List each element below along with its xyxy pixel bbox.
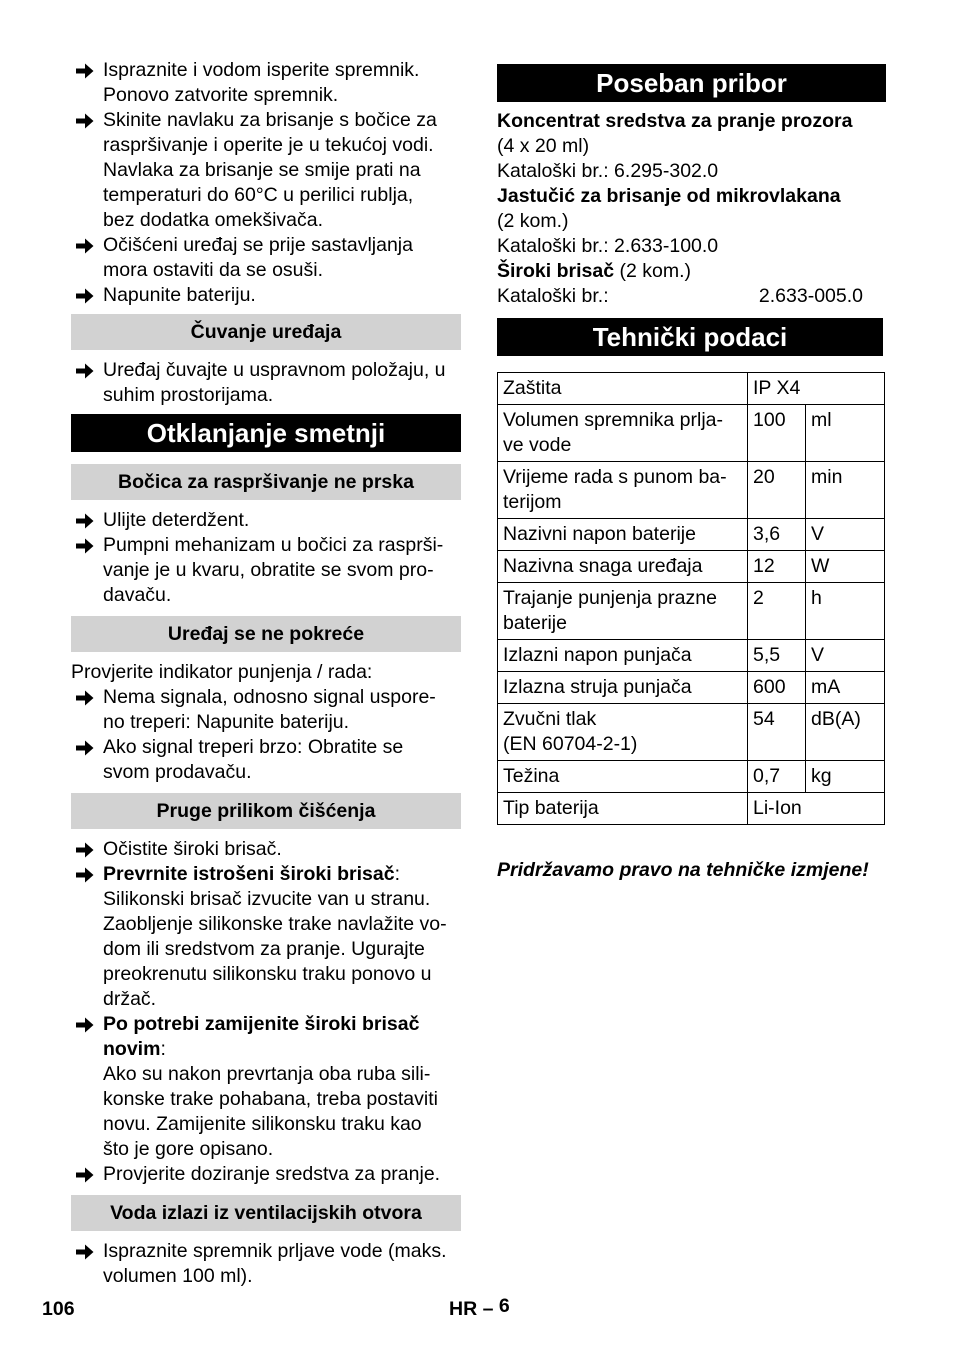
item-line: suhim prostorijama.	[103, 384, 274, 406]
acc3-qty: (2 kom.)	[614, 260, 691, 282]
sub-page: 6	[498, 1295, 510, 1317]
spec-unit: kg	[806, 761, 885, 793]
spray-heading: Bočica za raspršivanje ne prska	[71, 464, 461, 500]
spec-value: 12	[748, 551, 806, 583]
spec-label-cell	[498, 583, 748, 640]
item-bold-line: Po potrebi zamijenite široki brisač	[103, 1013, 420, 1035]
note: Pridržavamo pravo na tehničke izmjene!	[497, 859, 869, 881]
spec-value: 3,6	[748, 519, 806, 551]
spec-label: Zvučni tlak	[503, 708, 597, 730]
item-line: Pumpni mehanizam u bočici za rasprši-	[103, 534, 444, 556]
spec-value: 0,7	[748, 761, 806, 793]
item-line: Napunite bateriju.	[103, 284, 256, 306]
accessories-list	[497, 109, 887, 309]
streaks-heading: Pruge prilikom čišćenja	[71, 793, 461, 829]
item-line: raspršivanje i operite je u tekućoj vodi.	[103, 134, 434, 156]
item-text: :	[160, 1038, 166, 1060]
arrow-right-icon	[76, 533, 96, 558]
page-number: 106	[42, 1298, 75, 1320]
arrow-right-icon	[76, 508, 96, 533]
item-line: novu. Zamijenite silikonsku traku kao	[103, 1113, 422, 1135]
spec-label-cell	[498, 519, 748, 551]
spec-label: (EN 60704-2-1)	[503, 733, 638, 755]
arrow-right-icon	[76, 837, 96, 862]
arrow-right-icon	[76, 58, 96, 83]
item-line: Uređaj čuvajte u uspravnom položaju, u	[103, 359, 446, 381]
spec-unit: min	[806, 462, 885, 519]
vent-list	[71, 1239, 461, 1289]
list-item	[71, 283, 461, 308]
item-line: što je gore opisano.	[103, 1138, 274, 1160]
arrow-right-icon	[76, 862, 96, 887]
list-item	[71, 533, 461, 608]
troubleshooting-heading: Otklanjanje smetnji	[71, 414, 461, 452]
item-lines	[103, 887, 461, 1012]
item-text: Očistite široki brisač.	[103, 838, 282, 860]
spec-unit: ml	[806, 405, 885, 462]
item-line: Ako su nakon prevrtanja oba ruba sili-	[103, 1063, 431, 1085]
dash: –	[482, 1298, 494, 1320]
storage-heading: Čuvanje uređaja	[71, 314, 461, 350]
spec-label: Trajanje punjenja prazne	[503, 587, 717, 609]
spec-unit: h	[806, 583, 885, 640]
item-line: dom ili sredstvom za pranje. Ugurajte	[103, 938, 425, 960]
item-line: Ako signal treperi brzo: Obratite se	[103, 736, 404, 758]
arrow-right-icon	[76, 1012, 96, 1037]
table-row	[498, 761, 885, 793]
item-bold-line: novim	[103, 1038, 161, 1060]
spec-unit: dB(A)	[806, 704, 885, 761]
arrow-right-icon	[76, 685, 96, 710]
vent-heading: Voda izlazi iz ventilacijskih otvora	[71, 1195, 461, 1231]
lang-code: HR	[449, 1298, 478, 1320]
table-row	[498, 704, 885, 761]
acc1-cat: Kataloški br.: 6.295-302.0	[497, 160, 719, 182]
acc2-cat: Kataloški br.: 2.633-100.0	[497, 235, 719, 257]
item-text: :	[394, 863, 400, 885]
arrow-right-icon	[76, 233, 96, 258]
arrow-right-icon	[76, 358, 96, 383]
spec-label: Nazivna snaga uređaja	[503, 555, 703, 577]
intro-list	[71, 58, 461, 308]
list-item	[71, 685, 461, 735]
table-row	[498, 551, 885, 583]
arrow-right-icon	[76, 283, 96, 308]
item-line: volumen 100 ml).	[103, 1265, 253, 1287]
spray-list	[71, 508, 461, 608]
spec-value: 100	[748, 405, 806, 462]
arrow-right-icon	[76, 1239, 96, 1264]
list-item	[71, 862, 461, 1012]
list-item	[71, 358, 461, 408]
start-intro: Provjerite indikator punjenja / rada:	[71, 661, 373, 683]
spec-value: IP X4	[748, 373, 885, 405]
table-row	[498, 672, 885, 704]
table-row	[498, 640, 885, 672]
item-line: Silikonski brisač izvucite van u stranu.	[103, 888, 431, 910]
item-line: Ponovo zatvorite spremnik.	[103, 84, 339, 106]
spec-label-cell	[498, 761, 748, 793]
list-item	[71, 1239, 461, 1289]
arrow-right-icon	[76, 1162, 96, 1187]
list-item	[71, 837, 461, 862]
left-column	[71, 58, 461, 1289]
spec-unit: mA	[806, 672, 885, 704]
spec-value: 600	[748, 672, 806, 704]
spec-value: 54	[748, 704, 806, 761]
item-line: no treperi: Napunite bateriju.	[103, 711, 350, 733]
table-row	[498, 793, 885, 825]
spec-label-cell	[498, 793, 748, 825]
acc1-qty: (4 x 20 ml)	[497, 135, 590, 157]
list-item	[71, 108, 461, 233]
table-row	[498, 405, 885, 462]
item-line: bez dodatka omekšivača.	[103, 209, 324, 231]
spec-label-cell	[498, 373, 748, 405]
item-line: konske trake pohabana, treba postaviti	[103, 1088, 438, 1110]
spec-label: Izlazni napon punjača	[503, 644, 692, 666]
item-line: Skinite navlaku za brisanje s bočice za	[103, 109, 437, 131]
accessories-heading: Poseban pribor	[497, 64, 886, 102]
spec-value: 5,5	[748, 640, 806, 672]
spec-label: Volumen spremnika prlja-	[503, 409, 724, 431]
spec-label: Nazivni napon baterije	[503, 523, 696, 545]
spec-label-cell	[498, 672, 748, 704]
table-row	[498, 583, 885, 640]
spec-label: baterije	[503, 612, 567, 634]
acc3-cat-label: Kataloški br.:	[497, 285, 609, 307]
spec-label: terijom	[503, 491, 562, 513]
item-line: preokrenutu silikonsku traku ponovo u	[103, 963, 432, 985]
spec-unit: V	[806, 640, 885, 672]
start-heading: Uređaj se ne pokreće	[71, 616, 461, 652]
spec-unit: W	[806, 551, 885, 583]
spec-value: Li-Ion	[748, 793, 885, 825]
spec-label: Zaštita	[503, 377, 562, 399]
item-line: Očišćeni uređaj se prije sastavljanja	[103, 234, 413, 256]
item-line: Zaobljenje silikonske trake navlažite vo-	[103, 913, 447, 935]
list-item	[71, 58, 461, 108]
spec-label-cell	[498, 405, 748, 462]
page-label	[449, 1295, 510, 1321]
item-line: Ispraznite i vodom isperite spremnik.	[103, 59, 420, 81]
item-bold-text: Prevrnite istrošeni široki brisač	[103, 863, 395, 885]
item-line: Nema signala, odnosno signal uspore-	[103, 686, 436, 708]
spec-value: 20	[748, 462, 806, 519]
table-row	[498, 462, 885, 519]
streaks-list	[71, 837, 461, 1187]
storage-list	[71, 358, 461, 408]
item-line: držač.	[103, 988, 157, 1010]
start-list	[71, 685, 461, 785]
right-column	[497, 64, 887, 883]
list-item	[71, 508, 461, 533]
item-line: temperaturi do 60°C u perilici rublja,	[103, 184, 414, 206]
spec-table	[497, 372, 885, 825]
list-item	[71, 1012, 461, 1162]
item-line: Navlaka za brisanje se smije prati na	[103, 159, 421, 181]
spec-label: ve vode	[503, 434, 572, 456]
spec-label: Vrijeme rada s punom ba-	[503, 466, 727, 488]
spec-value: 2	[748, 583, 806, 640]
item-line: davaču.	[103, 584, 172, 606]
table-row	[498, 519, 885, 551]
spec-label-cell	[498, 462, 748, 519]
list-item	[71, 735, 461, 785]
item-lines	[103, 1062, 461, 1162]
spec-label: Težina	[503, 765, 560, 787]
spec-label-cell	[498, 640, 748, 672]
tech-heading: Tehnički podaci	[497, 318, 883, 356]
item-line: mora ostaviti da se osuši.	[103, 259, 324, 281]
arrow-right-icon	[76, 108, 96, 133]
spec-label-cell	[498, 704, 748, 761]
spec-label: Tip baterija	[503, 797, 599, 819]
spec-unit: V	[806, 519, 885, 551]
table-row	[498, 373, 885, 405]
item-line: vanje je u kvaru, obratite se svom pro-	[103, 559, 434, 581]
item-line: Ulijte deterdžent.	[103, 509, 250, 531]
arrow-right-icon	[76, 735, 96, 760]
list-item	[71, 233, 461, 283]
acc3-title: Široki brisač	[497, 260, 615, 282]
acc1-title: Koncentrat sredstva za pranje prozora	[497, 110, 853, 132]
acc2-qty: (2 kom.)	[497, 210, 569, 232]
acc2-title: Jastučić za brisanje od mikrovlakana	[497, 185, 841, 207]
acc3-cat-value: 2.633-005.0	[758, 285, 863, 307]
spec-label: Izlazna struja punjača	[503, 676, 692, 698]
item-line: Ispraznite spremnik prljave vode (maks.	[103, 1240, 447, 1262]
item-text: Provjerite doziranje sredstva za pranje.	[103, 1163, 441, 1185]
item-line: svom prodavaču.	[103, 761, 252, 783]
spec-label-cell	[498, 551, 748, 583]
list-item	[71, 1162, 461, 1187]
